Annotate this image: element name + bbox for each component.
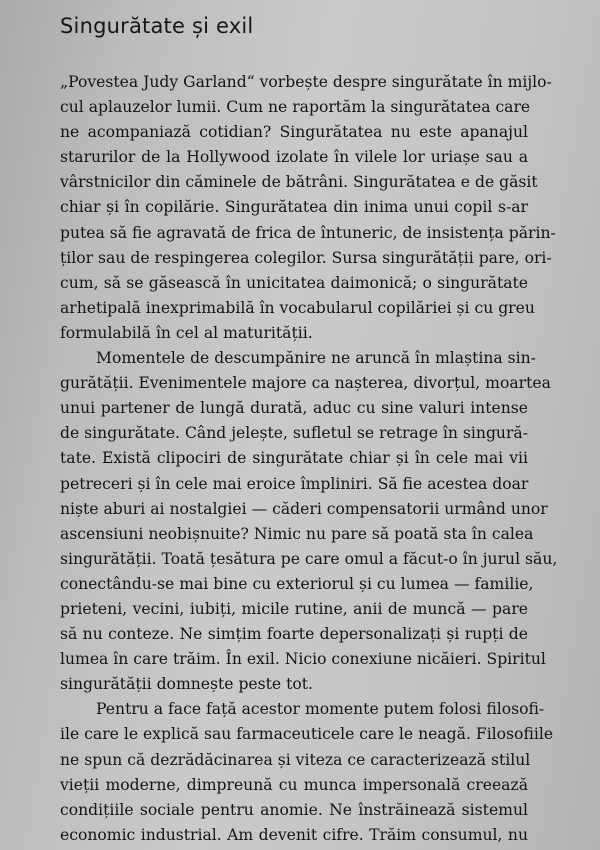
text-line: ne acompaniază cotidian? Singurătatea nu este apanajul <box>60 123 528 142</box>
text-line: petreceri și în cele mai eroice împliniri. Să fie acestea doar <box>60 474 529 493</box>
text-line: niște aburi ai nostalgiei — căderi compensatorii urmând unor <box>60 499 548 518</box>
text-line: ne spun că dezrădăcinarea și viteza ce caracterizează stilul <box>60 750 531 769</box>
text-line: arhetipală inexprimabilă în vocabularul copilăriei și cu greu <box>60 298 535 317</box>
text-line: de singurătate. Când jelește, sufletul se retrage în singură- <box>60 424 528 443</box>
text-line: vârstnicilor din căminele de bătrâni. Singurătatea e de găsit <box>60 173 538 192</box>
text-line: vieții moderne, dimpreună cu munca impersonală creează <box>60 775 528 794</box>
text-line: cul aplauzelor lumii. Cum ne raportăm la singurătatea care <box>60 98 531 117</box>
text-line: formulabilă în cel al maturității. <box>60 323 313 342</box>
text-line: să nu conteze. Ne simțim foarte depersonalizați și rupți de <box>60 625 528 644</box>
paragraph-3 <box>60 697 554 848</box>
text-line: unui partener de lungă durată, aduc cu sine valuri intense <box>60 399 528 418</box>
text-line: cum, să se găsească în unicitatea daimonică; o singurătate <box>60 273 528 292</box>
text-line: singurătății domnește peste tot. <box>60 675 313 694</box>
text-line: lumea în care trăim. În exil. Nicio conexiune nicăieri. Spiritul <box>60 650 546 669</box>
text-line: singurătății. Toată țesătura pe care omul a făcut-o în jurul său, <box>60 549 558 568</box>
text-line: chiar și în copilărie. Singurătatea din inima unui copil s-ar <box>60 198 528 217</box>
text-line: ile care le explică sau farmaceuticele care le neagă. Filosofiile <box>60 725 554 744</box>
body-text <box>60 70 558 848</box>
text-line: Momentele de descumpănire ne aruncă în mlaștina sin- <box>96 349 536 368</box>
text-line: Pentru a face față acestor momente putem folosi filosofi- <box>96 700 545 719</box>
text-line: conectându-se mai bine cu exteriorul și cu lumea — familie, <box>60 574 534 593</box>
paragraph-1 <box>60 70 556 346</box>
text-line: tate. Există clipociri de singurătate chiar și în cele mai vii <box>60 449 528 468</box>
text-line: ascensiuni neobișnuite? Nimic nu pare să poată sta în calea <box>60 524 534 543</box>
text-line: ților sau de respingerea colegilor. Sursa singurătății pare, ori- <box>60 248 552 267</box>
text-line: prieteni, vecini, iubiți, micile rutine, anii de muncă — pare <box>60 599 528 618</box>
text-line: starurilor de la Hollywood izolate în vilele lor uriașe sau a <box>60 148 528 167</box>
text-line: condițiile sociale pentru anomie. Ne înstrăinează sistemul <box>60 800 528 819</box>
section-heading: Singurătate și exil <box>60 14 254 38</box>
text-line: „Povestea Judy Garland“ vorbește despre singurătate în mijlo- <box>60 73 552 91</box>
paragraph-2 <box>60 346 558 697</box>
text-line: economic industrial. Am devenit cifre. Trăim consumul, nu <box>60 825 528 844</box>
text-line: putea să fie agravată de frica de întuneric, de insistența părin- <box>60 223 556 242</box>
text-line: gurătății. Evenimentele majore ca nașterea, divorțul, moartea <box>60 374 551 393</box>
